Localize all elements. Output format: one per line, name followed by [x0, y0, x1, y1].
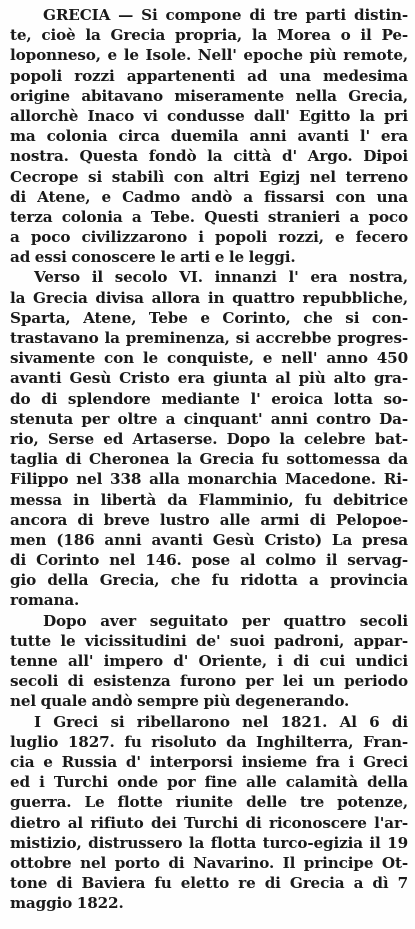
text-line: terza colonia a Tebe. Questi stranieri a poco [10, 207, 408, 226]
text-line: ma colonia circa duemila anni avanti l' era [10, 127, 408, 146]
text-line: allorchè Inaco vi condusse dall' Egitto la pri [10, 106, 408, 125]
text-line: loponneso, e le Isole. Nell' epoche più remote, [10, 46, 408, 65]
text-line: Filippo nel 338 alla monarchia Macedone. Ri- [10, 470, 408, 489]
paragraph-1 [10, 5, 408, 267]
text-line: nel quale andò sempre più degenerando. [10, 692, 350, 711]
text-line: tone di Baviera fu eletto re di Grecia a dì 7 [10, 874, 408, 893]
text-line: luglio 1827. fu risoluto da Inghilterra, Fran- [10, 732, 408, 751]
text-line: rio, Serse ed Artaserse. Dopo la celebre bat- [10, 429, 408, 448]
text-line: sivamente con le conquiste, e nell' anno 450 [10, 349, 408, 368]
text-line: di Atene, e Cadmo andò a fissarsi con una [10, 187, 408, 206]
text-line: ancora di breve lustro alle armi di Pelopoe- [10, 510, 408, 529]
text-line: stenuta per oltre a cinquant' anni contro Da- [10, 409, 408, 428]
text-line: a poco civilizzarono i popoli rozzi, e fecero [10, 228, 408, 247]
text-line: trastavano la preminenza, si accrebbe progres- [10, 329, 408, 347]
text-line: men (186 anni avanti Gesù Cristo) La presa [10, 530, 408, 549]
text-line: I Greci si ribellarono nel 1821. Al 6 di [34, 712, 408, 731]
text-line: popoli rozzi appartenenti ad una medesima [10, 66, 408, 85]
text-line: ed i Turchi onde por fine alle calamità della [10, 773, 408, 792]
paragraph-2 [10, 267, 408, 610]
text-line: do di splendore mediante l' eroica lotta so- [10, 389, 408, 408]
text-line: Sparta, Atene, Tebe e Corinto, che si con- [10, 308, 408, 327]
text-line: maggio 1822. [10, 894, 124, 913]
text-line: origine abitavano miseramente nella Grecia, [10, 86, 408, 105]
text-line: tutte le vicissitudini de' suoi padroni, appar- [10, 631, 408, 650]
text-line: Verso il secolo VI. innanzi l' era nostra, [34, 268, 408, 287]
text-line: dietro al rifiuto dei Turchi di riconoscere l'ar- [10, 813, 408, 832]
text-line: tenne all' impero d' Oriente, i di cui undici [10, 652, 408, 670]
text-line: la Grecia divisa allora in quattro repubbliche, [10, 288, 408, 307]
text-line: romana. [10, 591, 80, 610]
paragraph-4 [10, 712, 408, 914]
text-line: mistizio, distrussero la flotta turco-egizia il 19 [10, 833, 408, 852]
text-line: avanti Gesù Cristo era giunta al più alto gra- [10, 369, 408, 388]
text-line: di Corinto nel 146. pose al colmo il servag- [10, 551, 408, 570]
text-line: messa in libertà da Flamminio, fu debitrice [10, 490, 408, 509]
text-line: nostra. Questa fondò la città d' Argo. Dipoi [10, 147, 408, 166]
text-line: gio della Grecia, che fu ridotta a provincia [10, 571, 408, 590]
text-line: Cecrope si stabilì con altri Egizj nel terreno [10, 167, 408, 186]
text-line: cia e Russia d' interporsi insieme fra i Greci [10, 752, 408, 771]
paragraph-3 [10, 611, 408, 712]
text-line: te, cioè la Grecia propria, la Morea o il Pe- [10, 26, 408, 45]
text-line: ad essi conoscere le arti e le leggi. [10, 248, 296, 267]
text-line: ottobre nel porto di Navarino. Il principe Ot- [10, 853, 408, 872]
text-line: Dopo aver seguitato per quattro secoli [43, 611, 408, 630]
text-line: secoli di esistenza furono per lei un periodo [10, 672, 408, 691]
text-line: GRECIA — Si compone di tre parti distin- [43, 6, 408, 24]
text-line: taglia di Cheronea la Grecia fu sottomessa da [10, 450, 408, 469]
text-line: guerra. Le flotte riunite delle tre potenze, [10, 793, 408, 812]
article-column [10, 5, 408, 913]
